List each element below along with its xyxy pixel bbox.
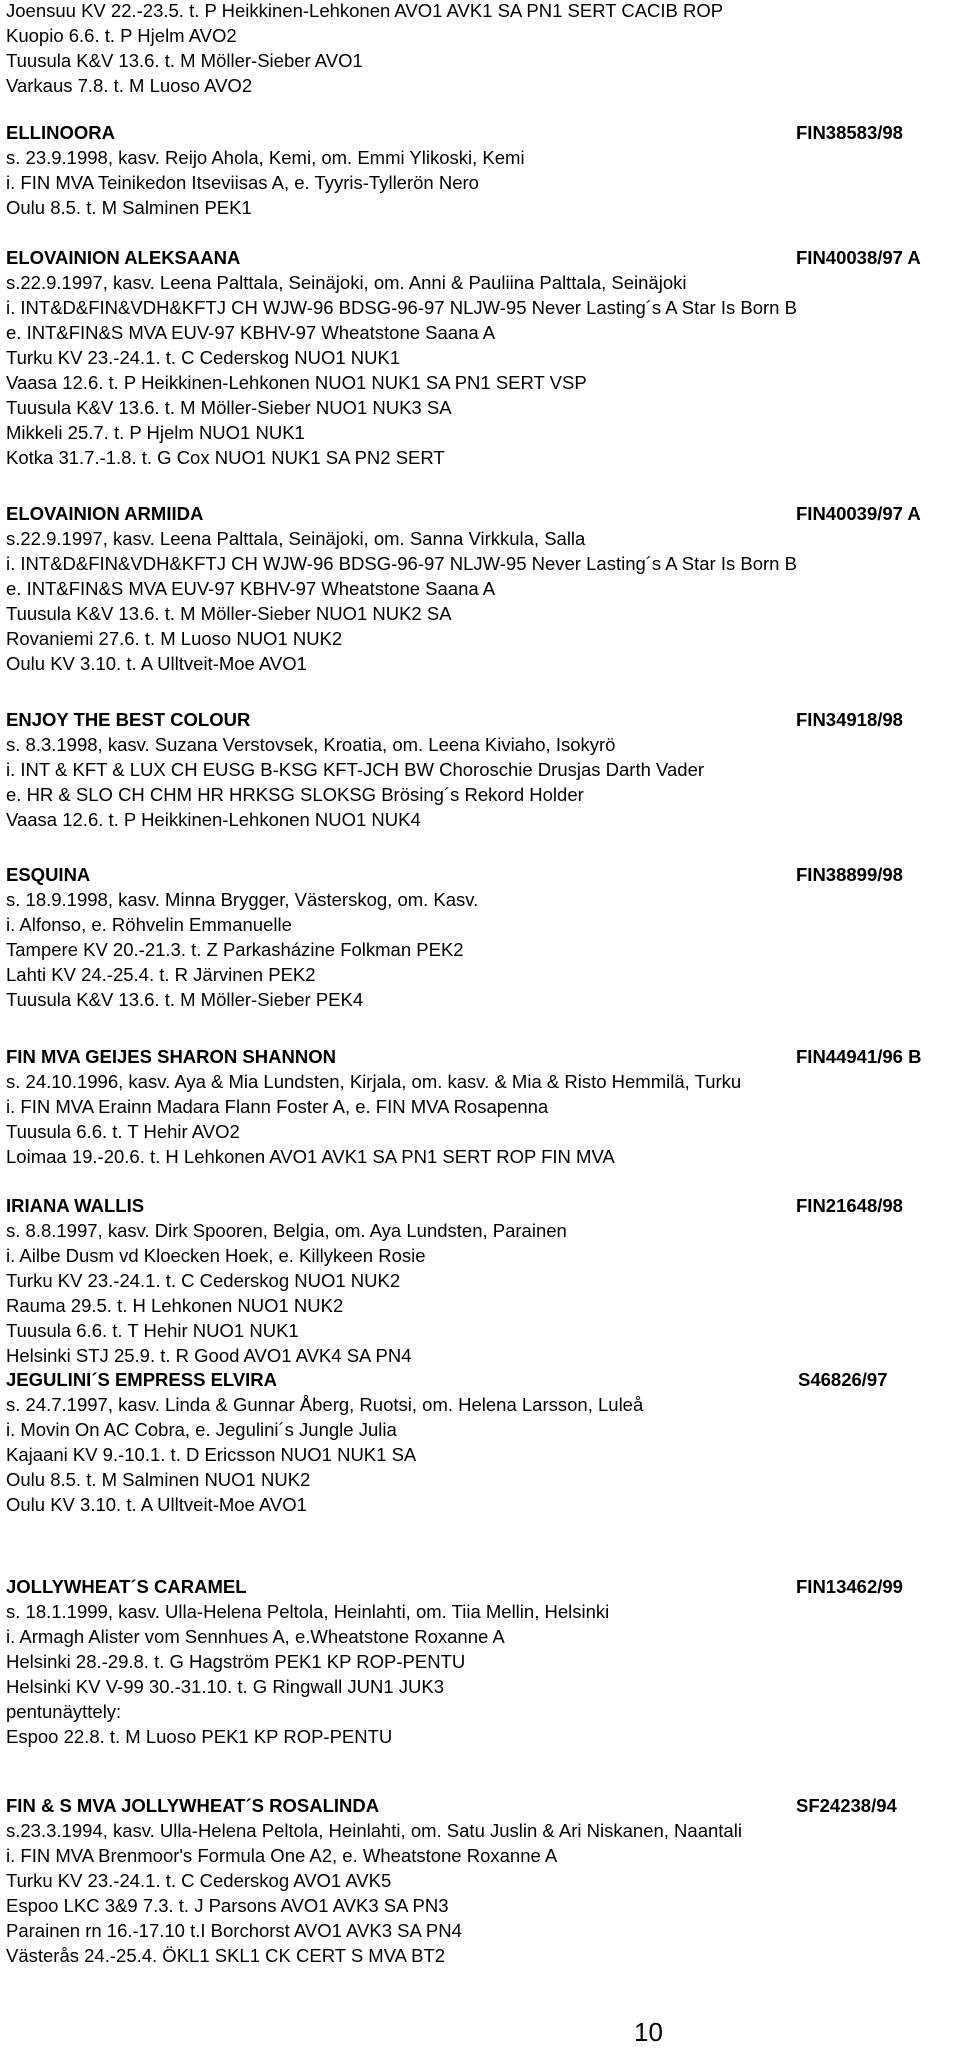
entry-line: Oulu KV 3.10. t. A Ulltveit-Moe AVO1 [6,1494,307,1515]
entry-header [6,1195,956,1217]
entry-line: s. 24.7.1997, kasv. Linda & Gunnar Åberg, Ruotsi, om. Helena Larsson, Luleå [6,1394,644,1415]
entry-line: Helsinki STJ 25.9. t. R Good AVO1 AVK4 SA PN4 [6,1345,412,1366]
entry-header [6,122,956,144]
entry-header [6,864,956,886]
intro-line: Kuopio 6.6. t. P Hjelm AVO2 [6,25,237,46]
dog-name: JOLLYWHEAT´S CARAMEL [6,1576,247,1597]
entry-line: Mikkeli 25.7. t. P Hjelm NUO1 NUK1 [6,422,305,443]
dog-name: ESQUINA [6,864,91,885]
dog-name: IRIANA WALLIS [6,1195,145,1216]
registration-number: FIN40039/97 A [796,503,921,524]
entry-line: Oulu 8.5. t. M Salminen PEK1 [6,197,252,218]
entry-line: Tampere KV 20.-21.3. t. Z Parkasházine Folkman PEK2 [6,939,464,960]
registration-number: FIN40038/97 A [796,247,921,268]
entry-line: Oulu KV 3.10. t. A Ulltveit-Moe AVO1 [6,653,307,674]
entry-line: Turku KV 23.-24.1. t. C Cederskog NUO1 NUK2 [6,1270,401,1291]
entry-line: s.22.9.1997, kasv. Leena Palttala, Seinäjoki, om. Anni & Pauliina Palttala, Seinäjoki [6,272,687,293]
entry-line: i. INT&D&FIN&VDH&KFTJ CH WJW-96 BDSG-96-97 NLJW-95 Never Lasting´s A Star Is Born B [6,553,797,574]
registration-number: FIN21648/98 [796,1195,903,1216]
entry-header [6,709,956,731]
entry-header [6,1369,956,1391]
entry-line: Tuusula K&V 13.6. t. M Möller-Sieber PEK4 [6,989,364,1010]
entry-line: Vaasa 12.6. t. P Heikkinen-Lehkonen NUO1 NUK4 [6,809,421,830]
dog-name: FIN MVA GEIJES SHARON SHANNON [6,1046,336,1067]
entry-line: s.23.3.1994, kasv. Ulla-Helena Peltola, Heinlahti, om. Satu Juslin & Ari Niskanen, Naantali [6,1820,742,1841]
entry-line: Tuusula 6.6. t. T Hehir NUO1 NUK1 [6,1320,299,1341]
entry-line: s. 24.10.1996, kasv. Aya & Mia Lundsten, Kirjala, om. kasv. & Mia & Risto Hemmilä, Turku [6,1071,742,1092]
entry-line: Helsinki KV V-99 30.-31.10. t. G Ringwall JUN1 JUK3 [6,1676,445,1697]
entry-line: s. 8.8.1997, kasv. Dirk Spooren, Belgia, om. Aya Lundsten, Parainen [6,1220,567,1241]
entry-line: Lahti KV 24.-25.4. t. R Järvinen PEK2 [6,964,316,985]
entry-header [6,1046,956,1068]
entry-line: e. INT&FIN&S MVA EUV-97 KBHV-97 Wheatstone Saana A [6,578,496,599]
entry-header [6,503,956,525]
entry-line: i. FIN MVA Teinikedon Itseviisas A, e. Tyyris-Tyllerön Nero [6,172,479,193]
entry-line: s. 18.1.1999, kasv. Ulla-Helena Peltola, Heinlahti, om. Tiia Mellin, Helsinki [6,1601,610,1622]
dog-name: FIN & S MVA JOLLYWHEAT´S ROSALINDA [6,1795,380,1816]
entry-header [6,1795,956,1817]
entry-line: Turku KV 23.-24.1. t. C Cederskog AVO1 AVK5 [6,1870,392,1891]
registration-number: FIN44941/96 B [796,1046,922,1067]
entry-header [6,247,956,269]
entry-line: i. Movin On AC Cobra, e. Jegulini´s Jungle Julia [6,1419,397,1440]
entry-line: e. INT&FIN&S MVA EUV-97 KBHV-97 Wheatstone Saana A [6,322,496,343]
dog-name: ENJOY THE BEST COLOUR [6,709,251,730]
entry-line: s. 18.9.1998, kasv. Minna Brygger, Västerskog, om. Kasv. [6,889,479,910]
entry-line: e. HR & SLO CH CHM HR HRKSG SLOKSG Brösing´s Rekord Holder [6,784,584,805]
entry-line: Kajaani KV 9.-10.1. t. D Ericsson NUO1 NUK1 SA [6,1444,417,1465]
dog-name: ELLINOORA [6,122,115,143]
entry-line: Espoo 22.8. t. M Luoso PEK1 KP ROP-PENTU [6,1726,393,1747]
intro-line: Joensuu KV 22.-23.5. t. P Heikkinen-Lehkonen AVO1 AVK1 SA PN1 SERT CACIB ROP [6,0,724,21]
entry-line: s. 23.9.1998, kasv. Reijo Ahola, Kemi, om. Emmi Ylikoski, Kemi [6,147,525,168]
registration-number: FIN13462/99 [796,1576,903,1597]
entry-header [6,1576,956,1598]
dog-name: JEGULINI´S EMPRESS ELVIRA [6,1369,278,1390]
registration-number: S46826/97 [798,1369,888,1390]
entry-line: Vaasa 12.6. t. P Heikkinen-Lehkonen NUO1 NUK1 SA PN1 SERT VSP [6,372,587,393]
entry-line: i. FIN MVA Erainn Madara Flann Foster A, e. FIN MVA Rosapenna [6,1096,549,1117]
entry-line: Espoo LKC 3&9 7.3. t. J Parsons AVO1 AVK3 SA PN3 [6,1895,449,1916]
registration-number: FIN34918/98 [796,709,903,730]
page-number: 10 [634,2017,663,2047]
registration-number: SF24238/94 [796,1795,897,1816]
entry-line: i. Alfonso, e. Röhvelin Emmanuelle [6,914,292,935]
entry-line: Rauma 29.5. t. H Lehkonen NUO1 NUK2 [6,1295,344,1316]
entry-line: s. 8.3.1998, kasv. Suzana Verstovsek, Kroatia, om. Leena Kiviaho, Isokyrö [6,734,616,755]
intro-line: Varkaus 7.8. t. M Luoso AVO2 [6,75,253,96]
entry-line: i. Ailbe Dusm vd Kloecken Hoek, e. Killykeen Rosie [6,1245,426,1266]
registration-number: FIN38583/98 [796,122,903,143]
entry-line: Tuusula K&V 13.6. t. M Möller-Sieber NUO1 NUK2 SA [6,603,452,624]
entry-line: Helsinki 28.-29.8. t. G Hagström PEK1 KP ROP-PENTU [6,1651,466,1672]
entry-line: Västerås 24.-25.4. ÖKL1 SKL1 CK CERT S MVA BT2 [6,1945,446,1966]
entry-line: i. INT & KFT & LUX CH EUSG B-KSG KFT-JCH BW Choroschie Drusjas Darth Vader [6,759,705,780]
entry-line: i. FIN MVA Brenmoor's Formula One A2, e. Wheatstone Roxanne A [6,1845,558,1866]
dog-name: ELOVAINION ARMIIDA [6,503,204,524]
entry-line: Rovaniemi 27.6. t. M Luoso NUO1 NUK2 [6,628,343,649]
entry-line: Oulu 8.5. t. M Salminen NUO1 NUK2 [6,1469,311,1490]
entry-line: Loimaa 19.-20.6. t. H Lehkonen AVO1 AVK1 SA PN1 SERT ROP FIN MVA [6,1146,615,1167]
entry-line: i. INT&D&FIN&VDH&KFTJ CH WJW-96 BDSG-96-97 NLJW-95 Never Lasting´s A Star Is Born B [6,297,797,318]
entry-line: s.22.9.1997, kasv. Leena Palttala, Seinäjoki, om. Sanna Virkkula, Salla [6,528,586,549]
entry-line: Tuusula 6.6. t. T Hehir AVO2 [6,1121,240,1142]
dog-name: ELOVAINION ALEKSAANA [6,247,241,268]
entry-line: Tuusula K&V 13.6. t. M Möller-Sieber NUO1 NUK3 SA [6,397,452,418]
entry-line: i. Armagh Alister vom Sennhues A, e.Wheatstone Roxanne A [6,1626,505,1647]
intro-line: Tuusula K&V 13.6. t. M Möller-Sieber AVO1 [6,50,363,71]
registration-number: FIN38899/98 [796,864,903,885]
entry-line: Parainen rn 16.-17.10 t.I Borchorst AVO1 AVK3 SA PN4 [6,1920,462,1941]
entry-line: Kotka 31.7.-1.8. t. G Cox NUO1 NUK1 SA PN2 SERT [6,447,445,468]
entry-line: pentunäyttely: [6,1701,122,1722]
entry-line: Turku KV 23.-24.1. t. C Cederskog NUO1 NUK1 [6,347,401,368]
